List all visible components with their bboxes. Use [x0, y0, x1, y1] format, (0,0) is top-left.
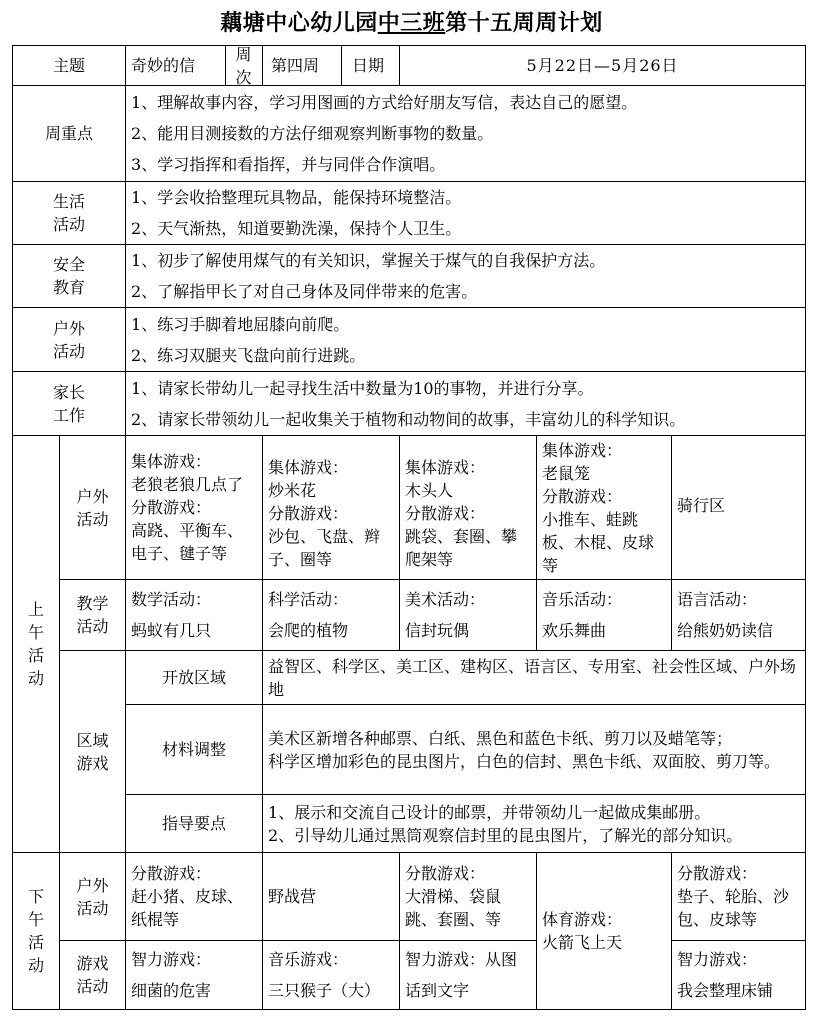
lesson: 蚂蚁有几只 — [131, 621, 212, 640]
game-type: 分散游戏： — [268, 504, 349, 523]
safety-label — [13, 245, 126, 308]
safety-label-2: 教育 — [53, 278, 86, 297]
afternoon-game-label-1: 游戏 — [76, 954, 109, 973]
morning-teaching-label — [60, 580, 126, 651]
afternoon-game-tue — [263, 941, 400, 1010]
safety-item: 1、初步了解使用煤气的有关知识，掌握关于煤气的自我保护方法。 — [131, 251, 606, 270]
teaching-thu — [537, 580, 672, 651]
outdoor-label-2: 活动 — [53, 341, 86, 361]
material-line: 美术区新增各种邮票、白纸、黑色和蓝色卡纸、剪刀以及蜡笔等； — [268, 728, 733, 748]
afternoon-game-label-2: 活动 — [76, 977, 109, 996]
area-label-1: 区域 — [76, 730, 109, 750]
theme-value — [126, 46, 263, 86]
weekly-plan-table — [12, 45, 806, 1010]
lesson: 信封玩偶 — [405, 621, 470, 640]
area-label-2: 游戏 — [76, 753, 109, 773]
game-name: 炒米花 — [268, 481, 317, 500]
life-label — [13, 182, 126, 245]
teaching-mon — [126, 580, 263, 651]
game-name: 骑行区 — [677, 496, 726, 515]
date-label: 日期 — [352, 56, 385, 75]
date-value: 5月22日—5月26日 — [400, 46, 806, 86]
safety-label-1: 安全 — [53, 255, 86, 274]
game-name: 细菌的危害 — [131, 981, 212, 1000]
parents-item: 2、请家长带领幼儿一起收集关于植物和动物间的故事，丰富幼儿的科学知识。 — [131, 409, 686, 429]
open-area-text: 益智区、科学区、美工区、建构区、语言区、专用室、社会性区域、户外场地 — [268, 656, 797, 699]
outdoor-label — [13, 308, 126, 372]
game-type: 分散游戏： — [131, 864, 212, 883]
game-type: 智力游戏： — [677, 950, 758, 969]
guide-value — [263, 795, 806, 853]
game-name: 火箭飞上天 — [542, 933, 623, 952]
week-label: 周次 — [235, 44, 252, 87]
area-open-row — [13, 651, 806, 705]
game-name: 话到文字 — [405, 981, 470, 1000]
game-type: 音乐游戏： — [268, 950, 349, 969]
afternoon-label-char: 活 — [27, 933, 44, 952]
life-row — [13, 182, 806, 245]
afternoon-outdoor-label-2: 活动 — [76, 898, 109, 918]
morning-label-char: 上 — [27, 600, 44, 619]
material-line: 科学区增加彩色的昆虫图片，白色的信封、黑色卡纸、双面胶、剪刀等。 — [268, 751, 781, 771]
header-row — [13, 46, 806, 86]
subject: 音乐活动： — [542, 590, 623, 609]
outdoor-item: 1、练习手脚着地屈膝向前爬。 — [131, 314, 350, 334]
game-name: 垫子、轮胎、沙包、皮球等 — [677, 887, 790, 929]
morning-outdoor-label-1: 户外 — [76, 486, 109, 506]
morning-outdoor-wed — [400, 436, 537, 580]
afternoon-game-label — [60, 941, 126, 1010]
title-class: 中三班 — [377, 11, 446, 36]
game-type: 集体游戏： — [405, 458, 486, 477]
morning-label-char: 动 — [27, 669, 44, 688]
afternoon-thu — [537, 853, 672, 1010]
morning-outdoor-thu — [537, 436, 672, 580]
parents-label-1: 家长 — [53, 382, 86, 402]
theme-value-text: 奇妙的信 — [131, 56, 196, 75]
focus-item: 2、能用目测接数的方法仔细观察判断事物的数量。 — [131, 124, 494, 143]
afternoon-label-char: 下 — [27, 887, 44, 906]
parents-row — [13, 372, 806, 436]
morning-outdoor-label — [60, 436, 126, 580]
game-name: 大滑梯、袋鼠跳、套圈、等 — [405, 887, 502, 929]
morning-teaching-label-2: 活动 — [76, 617, 109, 636]
life-item: 1、学会收拾整理玩具物品，能保持环境整洁。 — [131, 188, 462, 207]
page-title — [0, 6, 823, 40]
afternoon-outdoor-fri — [672, 853, 806, 941]
game-name: 赶小猪、皮球、纸棍等 — [131, 887, 244, 929]
focus-row — [13, 86, 806, 182]
life-item: 2、天气渐热，知道要勤洗澡，保持个人卫生。 — [131, 219, 462, 238]
week-cell — [263, 46, 400, 86]
morning-label — [13, 436, 60, 853]
game-type: 分散游戏： — [677, 864, 758, 883]
focus-content — [126, 86, 806, 182]
outdoor-label-1: 户外 — [53, 318, 86, 338]
outdoor-item: 2、练习双腿夹飞盘向前行进跳。 — [131, 345, 366, 365]
morning-teaching-row — [13, 580, 806, 651]
title-suffix: 第十五周周计划 — [445, 11, 603, 36]
afternoon-outdoor-mon — [126, 853, 263, 941]
area-material-row — [13, 705, 806, 795]
life-content — [126, 182, 806, 245]
game-name: 高跷、平衡车、电子、毽子等 — [131, 521, 244, 563]
teaching-fri — [672, 580, 806, 651]
afternoon-outdoor-tue — [263, 853, 400, 941]
morning-outdoor-row — [13, 436, 806, 580]
teaching-wed — [400, 580, 537, 651]
afternoon-game-wed — [400, 941, 537, 1010]
material-label: 材料调整 — [126, 705, 263, 795]
afternoon-outdoor-wed — [400, 853, 537, 941]
parents-item: 1、请家长带幼儿一起寻找生活中数量为10的事物，并进行分享。 — [131, 378, 594, 398]
parents-label-2: 工作 — [53, 405, 86, 425]
game-type: 集体游戏： — [131, 452, 212, 471]
lesson: 欢乐舞曲 — [542, 621, 607, 640]
focus-item: 3、学习指挥和看指挥，并与同伴合作演唱。 — [131, 155, 446, 174]
focus-item: 1、理解故事内容，学习用图画的方式给好朋友写信，表达自己的愿望。 — [131, 93, 638, 112]
afternoon-label-char: 午 — [27, 910, 44, 929]
game-name: 老狼老狼几点了 — [131, 475, 244, 494]
game-type: 智力游戏： — [131, 950, 212, 969]
subject: 美术活动： — [405, 590, 486, 609]
game-type: 集体游戏： — [268, 458, 349, 477]
morning-label-char: 午 — [27, 623, 44, 642]
safety-content — [126, 245, 806, 308]
game-name: 三只猴子（大） — [268, 981, 381, 1000]
game-type: 分散游戏： — [405, 504, 486, 523]
parents-label — [13, 372, 126, 436]
open-area-value — [263, 651, 806, 705]
outdoor-row — [13, 308, 806, 372]
afternoon-game-fri — [672, 941, 806, 1010]
lesson: 会爬的植物 — [268, 621, 349, 640]
safety-item: 2、了解指甲长了对自己身体及同伴带来的危害。 — [131, 282, 478, 301]
game-name: 跳袋、套圈、攀爬架等 — [405, 527, 518, 569]
subject: 科学活动： — [268, 590, 349, 609]
game-name: 野战营 — [268, 887, 317, 906]
afternoon-game-mon — [126, 941, 263, 1010]
subject: 语言活动： — [677, 590, 758, 609]
afternoon-outdoor-label — [60, 853, 126, 941]
life-label-2: 活动 — [53, 215, 86, 234]
material-value — [263, 705, 806, 795]
morning-outdoor-fri — [672, 436, 806, 580]
morning-label-char: 活 — [27, 646, 44, 665]
subject: 数学活动： — [131, 590, 212, 609]
game-type: 分散游戏： — [542, 486, 623, 506]
afternoon-outdoor-row — [13, 853, 806, 941]
afternoon-label — [13, 853, 60, 1010]
morning-outdoor-mon — [126, 436, 263, 580]
game-type: 智力游戏：从图 — [405, 950, 518, 969]
morning-outdoor-tue — [263, 436, 400, 580]
afternoon-game-row — [13, 941, 806, 1010]
game-name: 小推车、蛙跳板、木棍、皮球等 — [542, 509, 655, 575]
teaching-tue — [263, 580, 400, 651]
guide-label: 指导要点 — [126, 795, 263, 853]
open-area-label: 开放区域 — [126, 651, 263, 705]
parents-content — [126, 372, 806, 436]
title-prefix: 藕塘中心幼儿园 — [220, 11, 378, 36]
focus-label: 周重点 — [13, 86, 126, 182]
game-name: 我会整理床铺 — [677, 981, 774, 1000]
morning-outdoor-label-2: 活动 — [76, 509, 109, 529]
area-guide-row — [13, 795, 806, 853]
afternoon-outdoor-label-1: 户外 — [76, 875, 109, 895]
game-type: 分散游戏： — [131, 498, 212, 517]
game-type: 体育游戏： — [542, 910, 623, 929]
game-type: 集体游戏： — [542, 440, 623, 460]
week-value: 第四周 — [271, 56, 320, 75]
lesson: 给熊奶奶读信 — [677, 621, 774, 640]
morning-teaching-label-1: 教学 — [76, 594, 109, 613]
game-type: 分散游戏： — [405, 864, 486, 883]
game-name: 老鼠笼 — [542, 463, 591, 483]
safety-row — [13, 245, 806, 308]
life-label-1: 生活 — [53, 192, 86, 211]
guide-line: 2、引导幼儿通过黑筒观察信封里的昆虫图片，了解光的部分知识。 — [268, 825, 743, 845]
game-name: 木头人 — [405, 481, 454, 500]
area-label — [60, 651, 126, 853]
guide-line: 1、展示和交流自己设计的邮票，并带领幼儿一起做成集邮册。 — [268, 802, 711, 822]
theme-label: 主题 — [13, 46, 126, 86]
outdoor-content — [126, 308, 806, 372]
afternoon-label-char: 动 — [27, 956, 44, 975]
game-name: 沙包、飞盘、辫子、圈等 — [268, 527, 381, 569]
